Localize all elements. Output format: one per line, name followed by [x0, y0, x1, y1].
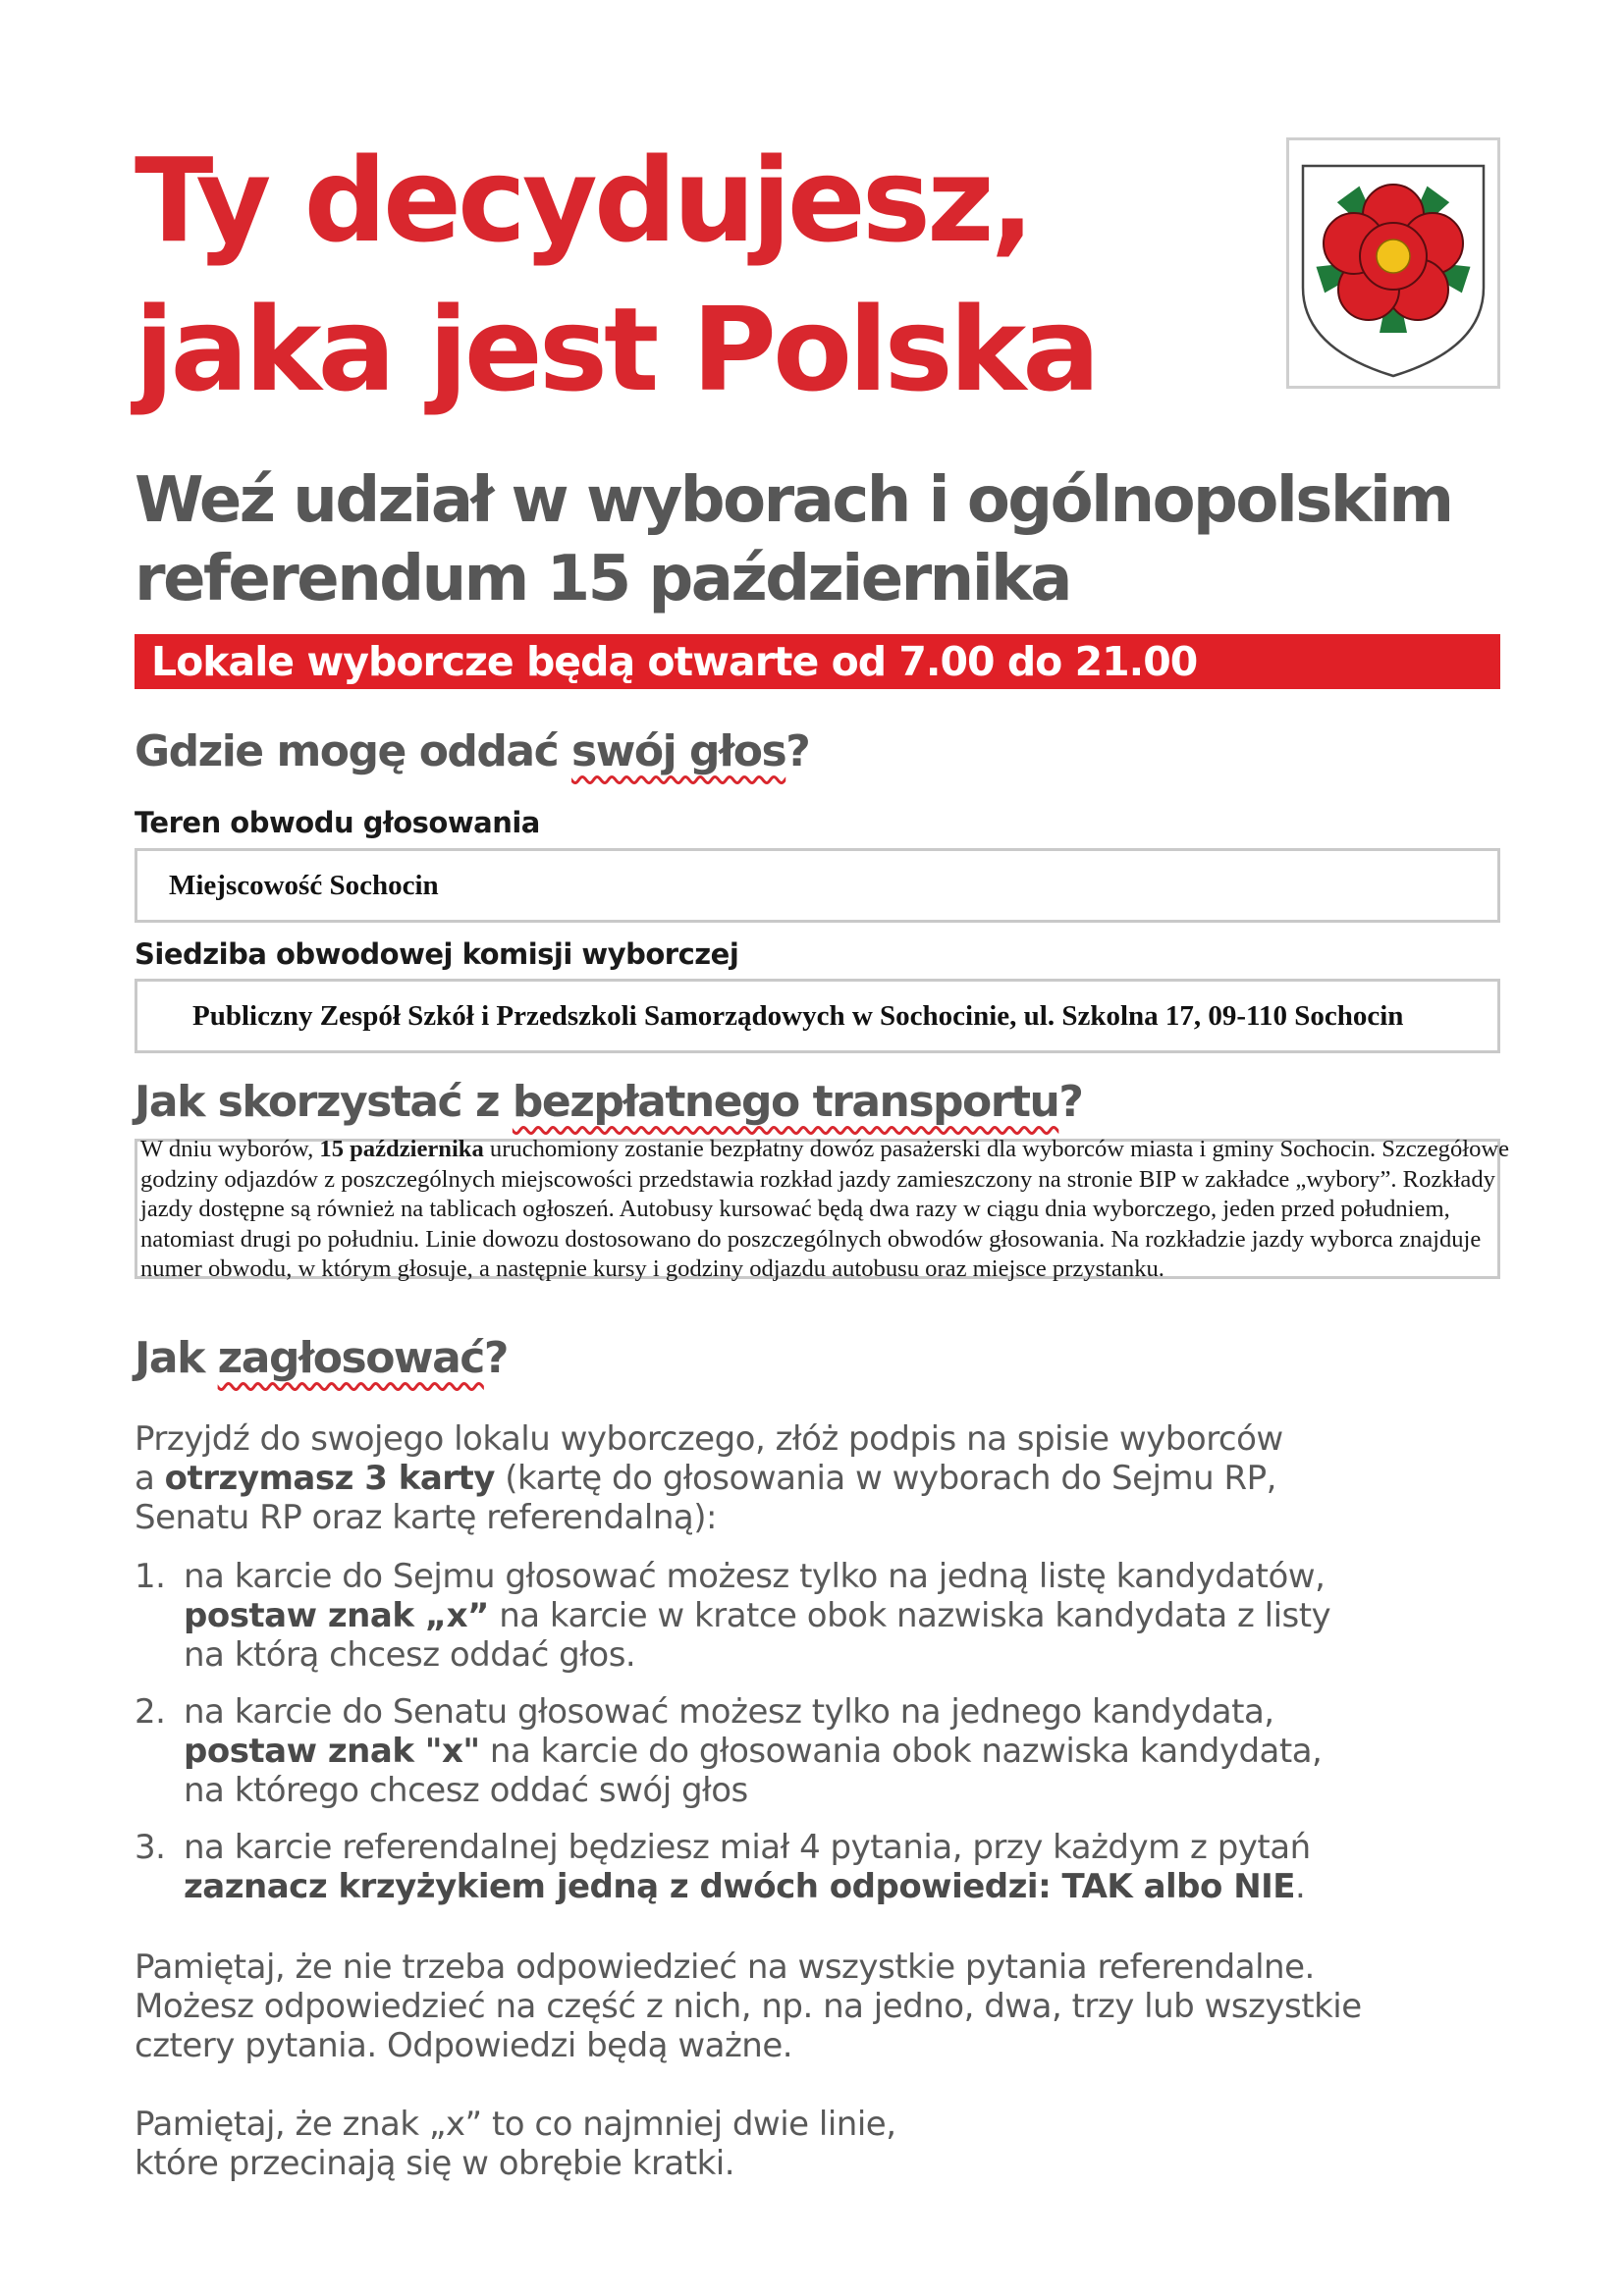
transport-heading [135, 1073, 1082, 1132]
list-line-3: na którą chcesz oddać głos. [184, 1635, 636, 1675]
list-number: 3. [135, 1828, 166, 1867]
list-line-2-rest: na karcie do głosowania obok nazwiska kandydata, [479, 1732, 1323, 1771]
vote-intro [135, 1419, 1509, 1537]
list-text [184, 1692, 1529, 1810]
subtitle-line-2: referendum 15 października [135, 543, 1070, 615]
vote-intro-line-2 [135, 1459, 1509, 1498]
coat-of-arms [1286, 137, 1500, 389]
vote-intro-line-1: Przyjdź do swojego lokalu wyborczego, złóż podpis na spisie wyborców [135, 1419, 1283, 1459]
transport-heading-suffix: ? [1058, 1077, 1083, 1127]
vote-heading-emphasis: zagłosować [217, 1333, 484, 1383]
vote-intro-a: a [135, 1459, 165, 1498]
opening-hours-banner [135, 634, 1500, 689]
title-line-1: Ty decydujesz, [135, 133, 1031, 268]
vote-intro-rest: (kartę do głosowania w wyborach do Sejmu RP, [494, 1459, 1276, 1498]
note-1-line-2: Możesz odpowiedzieć na część z nich, np. na jedno, dwa, trzy lub wszystkie [135, 1987, 1362, 2026]
list-line-3: na którego chcesz oddać swój głos [184, 1771, 748, 1810]
title-line-2: jaka jest Polska [135, 282, 1097, 417]
note-2-line-2: które przecinają się w obrębie kratki. [135, 2144, 735, 2183]
note-x-mark [135, 2105, 1509, 2183]
list-line-2 [184, 1596, 1529, 1635]
list-bold: postaw znak „x” [184, 1596, 489, 1635]
rose-coat-of-arms-icon [1289, 140, 1497, 386]
transport-text-rest: uruchomiony zostanie bezpłatny dowóz pasażerski dla wyborców miasta i gminy Sochocin. Szczegółowe godziny odjazdów z poszczególnych miejscowości przedstawia rozkład jazdy zamieszczony na stronie BIP w zakładce „wybory”. Rozkłady jazdy dostępne są również na tablicach ogłoszeń. Autobusy kursować będą dwa razy w ciągu dnia wyborczego, jeden przed południem, natomiast drugi po południu. Linie dowozu dostosowano do poszczególnych obwodów głosowania. Na rozkładzie jazdy wyborca znajduje numer obwodu, w którym głosuje, a następnie kursy i godziny odjazdu autobusu oraz miejsce przystanku. [140, 1136, 1510, 1282]
note-1-line-1: Pamiętaj, że nie trzeba odpowiedzieć na wszystkie pytania referendalne. [135, 1948, 1315, 1987]
list-number: 2. [135, 1692, 166, 1732]
list-line-1: na karcie referendalnej będziesz miał 4 pytania, przy każdym z pytań [184, 1828, 1311, 1867]
area-label: Teren obwodu głosowania [135, 806, 540, 839]
note-referendum [135, 1948, 1509, 2065]
where-heading-prefix: Gdzie mogę oddać [135, 726, 572, 776]
vote-heading-prefix: Jak [135, 1333, 218, 1383]
subtitle [135, 461, 1529, 618]
vote-heading-suffix: ? [483, 1333, 508, 1383]
note-1-line-3: cztery pytania. Odpowiedzi będą ważne. [135, 2026, 793, 2065]
transport-heading-emphasis: bezpłatnego transportu [512, 1077, 1059, 1127]
list-line-2 [184, 1732, 1529, 1771]
opening-hours-text: Lokale wyborcze będą otwarte od 7.00 do 21.00 [151, 638, 1198, 685]
page-title [135, 126, 1215, 424]
where-heading [135, 722, 809, 781]
list-number: 1. [135, 1557, 166, 1596]
list-line-1: na karcie do Sejmu głosować możesz tylko na jedną listę kandydatów, [184, 1557, 1326, 1596]
seat-label: Siedziba obwodowej komisji wyborczej [135, 937, 739, 971]
area-field [135, 848, 1500, 923]
where-heading-suffix: ? [785, 726, 810, 776]
transport-text-start: W dniu wyborów, [140, 1136, 320, 1162]
list-line-2-rest: . [1295, 1867, 1306, 1906]
vote-intro-bold: otrzymasz 3 karty [164, 1459, 495, 1498]
list-text [184, 1828, 1529, 1906]
list-line-2 [184, 1867, 1529, 1906]
seat-value: Publiczny Zespół Szkół i Przedszkoli Samorządowych w Sochocinie, ul. Szkolna 17, 09-110 Sochocin [192, 1000, 1404, 1032]
area-value: Miejscowość Sochocin [169, 870, 439, 901]
where-heading-emphasis: swój głos [571, 726, 786, 776]
list-line-2-rest: na karcie w kratce obok nazwiska kandydata z listy [488, 1596, 1331, 1635]
list-bold: zaznacz krzyżykiem jedną z dwóch odpowiedzi: TAK albo NIE [184, 1867, 1296, 1906]
transport-date: 15 października [319, 1136, 484, 1162]
note-2-line-1: Pamiętaj, że znak „x” to co najmniej dwie linie, [135, 2105, 896, 2144]
list-bold: postaw znak "x" [184, 1732, 480, 1771]
seat-field [135, 979, 1500, 1053]
vote-intro-line-3: Senatu RP oraz kartę referendalną): [135, 1498, 717, 1537]
subtitle-line-1: Weź udział w wyborach i ogólnopolskim [135, 464, 1452, 537]
list-text [184, 1557, 1529, 1675]
transport-heading-prefix: Jak skorzystać z [135, 1077, 513, 1127]
transport-text [140, 1135, 1515, 1285]
list-line-1: na karcie do Senatu głosować możesz tylko na jednego kandydata, [184, 1692, 1274, 1732]
vote-heading [135, 1329, 508, 1388]
